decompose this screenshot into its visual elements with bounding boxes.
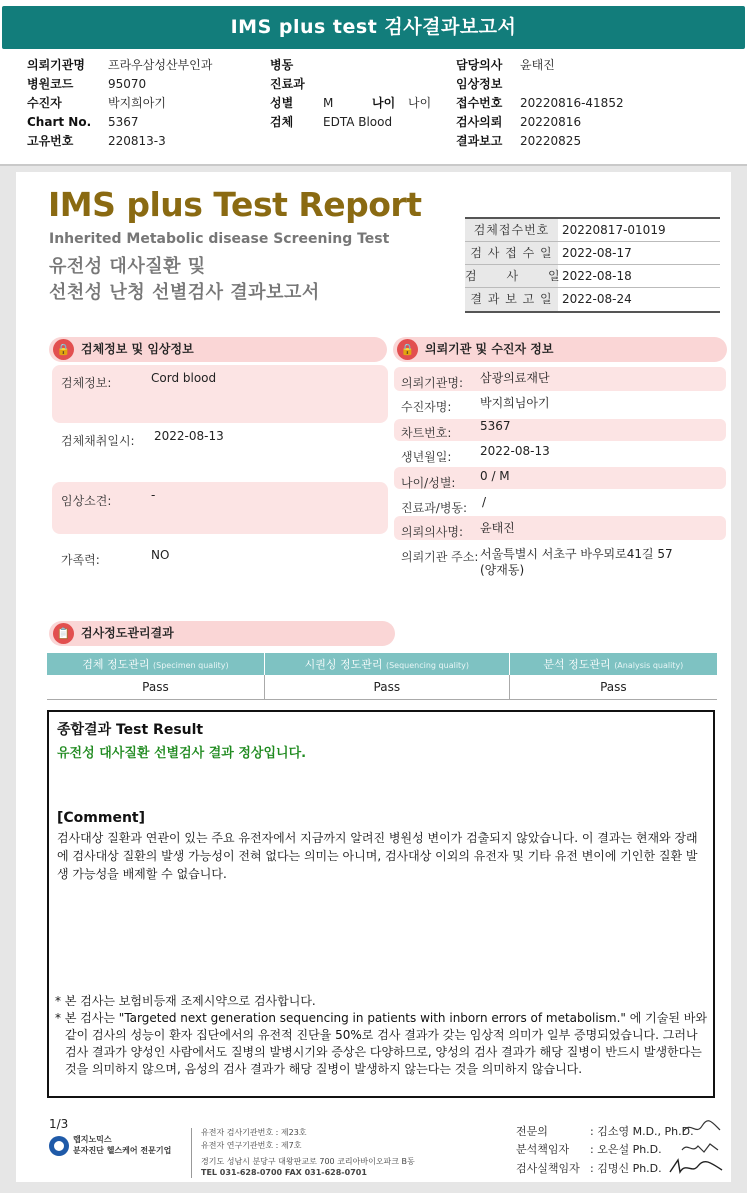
receipt-row xyxy=(465,288,720,311)
report-subtitle-en: Inherited Metabolic disease Screening Test xyxy=(49,231,390,247)
family-history-label: 가족력: xyxy=(61,553,100,567)
signature-2-icon xyxy=(680,1138,726,1158)
clinical-label: 임상소견: xyxy=(61,494,112,508)
header-value-chart-no: 5367 xyxy=(108,115,139,129)
header-value-patient: 박지희아기 xyxy=(108,96,166,110)
header-label-specimen: 검체 xyxy=(270,115,294,129)
company-line2: 분자진단 헬스케어 전문기업 xyxy=(73,1146,172,1155)
header-label-accession-no: 접수번호 xyxy=(456,96,503,110)
quality-header xyxy=(264,653,509,675)
receipt-value: 2022-08-17 xyxy=(562,246,632,260)
quality-header-en: (Sequencing quality) xyxy=(385,661,470,670)
header-label-hospital-code: 병원코드 xyxy=(27,77,74,91)
signer-role: 분석책임자 xyxy=(516,1143,570,1156)
header-label-patient: 수진자 xyxy=(27,96,62,110)
patient-label: 나이/성별: xyxy=(401,476,456,490)
patient-value: 0 / M xyxy=(480,469,510,483)
signer-role: 검사실책임자 xyxy=(516,1162,580,1175)
receipt-label: 검 사 일 xyxy=(465,265,558,287)
header-label-dept: 진료과 xyxy=(270,77,305,91)
quality-header-row xyxy=(47,653,717,675)
patient-label: 수진자명: xyxy=(401,400,452,414)
patient-value: 5367 xyxy=(480,419,511,433)
header-label-request-date: 검사의뢰 xyxy=(456,115,503,129)
specimen-section-title: 검체정보 및 임상정보 xyxy=(81,342,194,356)
page-number: 1/3 xyxy=(49,1117,69,1131)
quality-value-row xyxy=(47,675,717,699)
header-value-unique-no: 220813-3 xyxy=(108,134,166,148)
quality-header-ko: 검체 정도관리 xyxy=(82,658,150,671)
signature-1-icon xyxy=(680,1118,726,1138)
report-main-title: IMS plus Test Report xyxy=(48,185,422,224)
test-result-box xyxy=(47,710,715,1098)
header-column-3 xyxy=(456,56,656,151)
quality-table xyxy=(47,653,717,700)
report-title-bar: IMS plus test 검사결과보고서 xyxy=(2,6,745,49)
header-label-chart-no: Chart No. xyxy=(27,115,92,129)
header-value-hospital-code: 95070 xyxy=(108,77,147,91)
header-value-age: 나이 xyxy=(408,96,432,110)
collection-label: 검체채취일시: xyxy=(61,434,135,448)
report-subtitle-ko-line2: 선천성 난청 선별검사 결과보고서 xyxy=(49,282,320,303)
institution-no-1: 유전자 검사기관번호 : 제23호 xyxy=(201,1128,307,1137)
specimen-section-header xyxy=(49,337,387,362)
quality-value: Pass xyxy=(509,675,717,699)
lock-icon: 🔒 xyxy=(397,339,418,360)
header-column-2 xyxy=(270,56,450,132)
receipt-row xyxy=(465,219,720,242)
header-value-client: 프라우삼성산부인과 xyxy=(108,58,213,72)
signer-name: : 김소영 M.D., Ph.D. xyxy=(590,1125,694,1138)
quality-value: Pass xyxy=(47,675,264,699)
result-title: 종합결과 Test Result xyxy=(57,722,204,738)
patient-label: 의뢰의사명: xyxy=(401,525,464,539)
signer-name: : 오은설 Ph.D. xyxy=(590,1143,662,1156)
company-logo-icon xyxy=(49,1136,69,1156)
company-line1: 랩지노믹스 xyxy=(73,1135,112,1144)
company-name xyxy=(73,1134,171,1156)
quality-section-title: 검사정도관리결과 xyxy=(81,626,174,640)
clinical-value: - xyxy=(151,488,156,502)
quality-header xyxy=(509,653,717,675)
institution-no-2: 유전자 연구기관번호 : 제7호 xyxy=(201,1141,302,1150)
receipt-info-table xyxy=(465,217,720,313)
header-value-request-date: 20220816 xyxy=(520,115,582,129)
header-value-accession-no: 20220816-41852 xyxy=(520,96,624,110)
patient-value: 박지희님아기 xyxy=(480,396,550,410)
receipt-value: 2022-08-24 xyxy=(562,292,632,306)
header-label-client: 의뢰기관명 xyxy=(27,58,85,72)
footer-divider xyxy=(191,1128,192,1178)
header-label-clinical-info: 임상정보 xyxy=(456,77,503,91)
header-label-age: 나이 xyxy=(372,96,396,110)
receipt-label: 결 과 보 고 일 xyxy=(465,288,558,311)
patient-label: 차트번호: xyxy=(401,426,452,440)
receipt-label: 검 사 접 수 일 xyxy=(465,242,558,264)
header-label-sex: 성별 xyxy=(270,96,294,110)
header-value-specimen: EDTA Blood xyxy=(323,115,393,129)
patient-label: 의뢰기관명: xyxy=(401,376,464,390)
family-history-value: NO xyxy=(151,548,170,562)
patient-label: 생년월일: xyxy=(401,450,452,464)
receipt-value: 2022-08-18 xyxy=(562,269,632,283)
signer-name: : 김명신 Ph.D. xyxy=(590,1162,662,1175)
signer-role: 전문의 xyxy=(516,1125,548,1138)
patient-section-header xyxy=(393,337,727,362)
receipt-row xyxy=(465,242,720,265)
header-label-doctor: 담당의사 xyxy=(456,58,503,72)
address-label: 의뢰기관 주소: xyxy=(401,550,479,564)
quality-header-ko: 시퀀싱 정도관리 xyxy=(304,658,383,671)
receipt-value: 20220817-01019 xyxy=(562,223,666,237)
header-column-1 xyxy=(27,56,247,151)
patient-value: 2022-08-13 xyxy=(480,444,550,458)
patient-label: 진료과/병동: xyxy=(401,501,468,515)
comment-title: [Comment] xyxy=(57,810,146,826)
header-value-report-date: 20220825 xyxy=(520,134,582,148)
quality-header xyxy=(47,653,264,675)
report-subtitle-ko-line1: 유전성 대사질환 및 xyxy=(49,256,206,277)
address-line2: (양재동) xyxy=(480,563,525,577)
receipt-label: 검체접수번호 xyxy=(465,219,558,241)
header-label-report-date: 결과보고 xyxy=(456,134,503,148)
header-label-unique-no: 고유번호 xyxy=(27,134,74,148)
result-normal-text: 유전성 대사질환 선별검사 결과 정상입니다. xyxy=(57,746,307,761)
lock-icon: 🔒 xyxy=(53,339,74,360)
patient-section-title: 의뢰기관 및 수진자 정보 xyxy=(425,342,554,356)
quality-header-ko: 분석 정도관리 xyxy=(543,658,611,671)
result-note-1: * 본 검사는 보험비등재 조제시약으로 검사합니다. xyxy=(55,994,316,1008)
patient-value: 삼광의료재단 xyxy=(480,371,550,385)
clipboard-icon: 📋 xyxy=(53,623,74,644)
comment-text: 검사대상 질환과 연관이 있는 주요 유전자에서 지금까지 알려진 병원성 변이가 검출되지 않았습니다. 이 결과는 현재와 장래에 검사대상 질환의 발생 가능성이 전혀 없다는 의미는 아니며, 검사대상 이외의 유전자 및 기타 유전 변이에 기인한 질환 발생 가능성을 배제할 수 없습니다. xyxy=(57,831,698,881)
header-value-doctor: 윤태진 xyxy=(520,58,555,72)
quality-header-en: (Analysis quality) xyxy=(614,661,684,670)
specimen-value: Cord blood xyxy=(151,371,217,385)
quality-section-header xyxy=(49,621,395,646)
collection-value: 2022-08-13 xyxy=(154,429,224,443)
specimen-label: 검체정보: xyxy=(61,376,112,390)
signature-3-icon xyxy=(668,1156,726,1178)
patient-value: 윤태진 xyxy=(480,521,515,535)
company-phone: TEL 031-628-0700 FAX 031-628-0701 xyxy=(201,1168,367,1177)
result-note-2: * 본 검사는 "Targeted next generation sequencing in patients with inborn errors of metabolism." 에 기술된 바와 같이 검사의 성능이 환자 집단에서의 유전적 진단율 50%로 검사 결과가 갖는 임상적 의미가 일부 증명되었습니다. 그러나 검사 결과가 양성인 사람에서도 질병의 발병시기와 증상은 다양하므로, 양성의 검사 결과가 해당 질병이 반드시 발생한다는 것을 의미하지 않으며, 음성의 검사 결과가 해당 질병이 발생하지 않는다는 것을 의미하지 않습니다. xyxy=(55,1011,707,1076)
quality-header-en: (Specimen quality) xyxy=(153,661,229,670)
receipt-row xyxy=(465,265,720,288)
quality-value: Pass xyxy=(264,675,509,699)
company-address: 경기도 성남시 분당구 대왕판교로 700 코리아바이오파크 B동 xyxy=(201,1157,415,1166)
header-value-sex: M xyxy=(323,96,334,110)
address-line1: 서울특별시 서초구 바우뫼로41길 57 xyxy=(480,547,673,561)
header-label-ward: 병동 xyxy=(270,58,294,72)
patient-value: / xyxy=(482,495,487,509)
